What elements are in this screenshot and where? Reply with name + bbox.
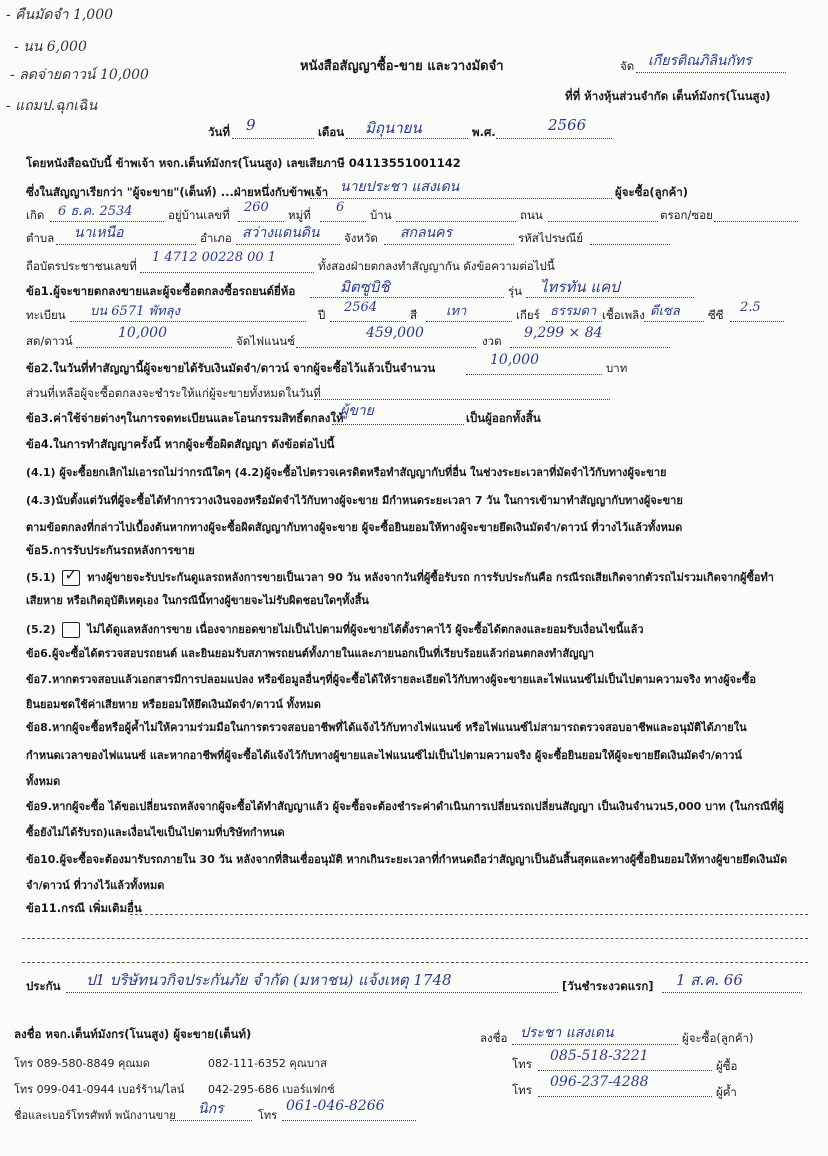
option-5-1-text: ทางผู้ขายจะรับประกันดูแลรถหลังการขายเป็นเวลา 90 วัน หลังจากวันที่ผู้ซื้อรับรถ การรับประกันคือ กรณีรถเสียเกิดจากตัวรถไม่รวมเกิดจากผู้ซื้อทำ bbox=[87, 571, 774, 584]
house-value: 260 bbox=[244, 200, 269, 215]
car-cc: 2.5 bbox=[740, 300, 761, 315]
option-5-2-num: (5.2) bbox=[26, 623, 56, 636]
made-at-label: จัด bbox=[620, 59, 635, 73]
deposit-amount: 10,000 bbox=[490, 352, 539, 368]
clause4-title: ข้อ4.ในการทำสัญญาครั้งนี้ หากผู้จะซื้อผิดสัญญา ดังข้อต่อไปนี้ bbox=[26, 437, 335, 451]
option-5-1 bbox=[26, 565, 774, 586]
tambon-value: นาเหนือ bbox=[74, 225, 124, 241]
clause7-line: ยินยอมชดใช้ค่าเสียหาย หรือยอมให้ยึดเงินมัดจำ/ดาวน์ ทั้งหมด bbox=[26, 698, 321, 711]
village-label: บ้าน bbox=[370, 208, 392, 222]
month-label: เดือน bbox=[318, 125, 345, 139]
clause9-line: ซื้อยังไม่ได้รับรถ)และเงื่อนไขเป็นไปตามที่บริษัทกำหนด bbox=[26, 826, 285, 839]
soi-label: ตรอก/ซอย bbox=[660, 208, 713, 222]
road-label: ถนน bbox=[520, 208, 543, 222]
guarantor-tel: 096-237-4288 bbox=[550, 1074, 649, 1090]
id-value: 1 4712 00228 00 1 bbox=[152, 250, 277, 265]
province-value: สกลนคร bbox=[400, 225, 453, 241]
seller-signature: ลงชื่อ หจก.เต็นท์มังกร(โนนสูง) ผู้จะขาย(เต็นท์) bbox=[14, 1027, 252, 1041]
car-fuel: ดีเซล bbox=[650, 304, 680, 319]
staff-label: ชื่อและเบอร์โทรศัพท์ พนักงานขาย bbox=[14, 1109, 176, 1122]
clause4-line: (4.1) ผู้จะซื้อยกเลิกไม่เอารถไม่ว่ากรณีใดๆ (4.2)ผู้จะซื้อไปตรวจเครดิตหรือทำสัญญากับที่อื่น ในช่วงระยะเวลาที่มัดจำไว้กับทางผู้จะขาย bbox=[26, 466, 667, 479]
day-label: วันที่ bbox=[208, 125, 230, 139]
year-label-car: ปี bbox=[318, 308, 326, 322]
place-text: ที่ที่ ห้างหุ้นส่วนจำกัด เต็นท์มังกร(โนนสูง) bbox=[565, 89, 771, 103]
margin-note: - นน 6,000 bbox=[14, 39, 87, 55]
clause10-line: ข้อ10.ผู้จะซื้อจะต้องมารับรถภายใน 30 วัน หลังจากที่สินเชื่ออนุมัติ หากเกินระยะเวลาที่กำหนดถือว่าสัญญาเป็นอันสิ้นสุดและทางผู้ซื้อยินยอมให้ทางผู้ขายยึดเงินมัด bbox=[26, 853, 788, 866]
buyer-tel: 085-518-3221 bbox=[550, 1048, 649, 1064]
tambon-label: ตำบล bbox=[26, 231, 55, 245]
car-model: ไทรทัน แคป bbox=[540, 278, 620, 296]
color-label: สี bbox=[410, 308, 418, 322]
margin-note: - ลดจ่ายดาวน์ 10,000 bbox=[10, 67, 149, 83]
year-value: 2566 bbox=[548, 116, 587, 134]
clause1-label: ข้อ1.ผู้จะขายตกลงขายและผู้จะซื้อตกลงซื้อรถยนต์ยี่ห้อ bbox=[26, 284, 296, 298]
clause3-suffix: เป็นผู้ออกทั้งสิ้น bbox=[466, 411, 541, 425]
margin-note: - คืนมัดจำ 1,000 bbox=[6, 7, 114, 23]
car-gear: ธรรมดา bbox=[550, 304, 597, 319]
birth-label: เกิด bbox=[26, 208, 45, 222]
car-brand: มิตซูบิชิ bbox=[340, 278, 390, 296]
clause3-text: ข้อ3.ค่าใช้จ่ายต่างๆในการจดทะเบียนและโอนกรรมสิทธิ์ตกลงให้ bbox=[26, 411, 344, 425]
down-label: สด/ดาวน์ bbox=[26, 334, 73, 348]
margin-note: - แถมป.ฉุกเฉิน bbox=[6, 98, 98, 114]
intro-text: โดยหนังสือฉบับนี้ ข้าพเจ้า หจก.เต็นท์มังกร(โนนสูง) เลขเสียภาษี 04113551001142 bbox=[26, 156, 461, 170]
option-5-2-checkbox[interactable] bbox=[62, 622, 80, 638]
buyer-name: นายประชา แสงเดน bbox=[340, 179, 460, 195]
clause3-who: ผู้ขาย bbox=[340, 403, 374, 419]
guarantor-tel-label: โทร bbox=[512, 1083, 532, 1097]
car-color: เทา bbox=[446, 304, 467, 319]
clause2-rest: ส่วนที่เหลือผู้จะซื้อตกลงจะชำระให้แก่ผู้จะขายทั้งหมดในวันที่ bbox=[26, 386, 321, 400]
finance-value: 459,000 bbox=[366, 325, 424, 341]
house-label: อยู่บ้านเลขที่ bbox=[168, 208, 230, 222]
clause7-line: ข้อ7.หากตรวจสอบแล้วเอกสารมีการปลอมแปลง หรือข้อมูลอื่นๆที่ผู้จะซื้อได้ให้รายละเอียดไว้กับทางผู้จะขายและไฟแนนซ์ไม่เป็นไปตามความจริง ทางผู้จะซื้อ bbox=[26, 673, 756, 686]
clause8-line: ทั้งหมด bbox=[26, 775, 61, 788]
year-label: พ.ศ. bbox=[472, 125, 496, 139]
staff-name: นิกร bbox=[198, 1101, 224, 1117]
staff-tel-label: โทร bbox=[258, 1109, 278, 1122]
car-plate: บน 6571 พัทลุง bbox=[90, 304, 180, 319]
buyer-role: ผู้จะซื้อ(ลูกค้า) bbox=[615, 185, 689, 199]
clause9-line: ข้อ9.หากผู้จะซื้อ ได้ขอเปลี่ยนรถหลังจากผู้จะซื้อได้ทำสัญญาแล้ว ผู้จะซื้อจะต้องชำระค่าดำเนินการเปลี่ยนรถเปลี่ยนสัญญา เป็นเงินจำนวน5,000 บาท (ในกรณีที่ผู้ bbox=[26, 800, 784, 813]
buyer-tel-label: โทร bbox=[512, 1057, 532, 1071]
fuel-label: เชื้อเพลิง bbox=[602, 308, 645, 322]
plate-label: ทะเบียน bbox=[26, 308, 66, 322]
first-payment-value: 1 ส.ค. 66 bbox=[676, 971, 743, 989]
option-5-1-checkbox[interactable] bbox=[62, 565, 80, 586]
cc-label: ซีซี bbox=[708, 308, 724, 322]
clause4-line: (4.3)นับตั้งแต่วันที่ผู้จะซื้อได้ทำการวางเงินจองหรือมัดจำไว้กับทางผู้จะขาย มีกำหนดระยะเวลา 7 วัน ในการเข้ามาทำสัญญากับทางผู้จะขาย bbox=[26, 494, 683, 507]
first-payment-label: [วันชำระงวดแรก] bbox=[562, 979, 654, 993]
buyer-sign-role: ผู้จะซื้อ(ลูกค้า) bbox=[682, 1031, 754, 1045]
id-label: ถือบัตรประชาชนเลขที่ bbox=[26, 259, 137, 273]
installment-label: งวด bbox=[482, 334, 502, 348]
checkmark-icon: ✓ bbox=[64, 565, 78, 584]
buyer-sign-label: ลงชื่อ bbox=[480, 1031, 508, 1045]
guarantor-tel-role: ผู้ค้ำ bbox=[716, 1085, 737, 1099]
buyer-intro-label: ซึ่งในสัญญาเรียกว่า "ผู้จะขาย"(เต็นท์) ...ฝ่ายหนึ่งกับข้าพเจ้า bbox=[26, 185, 329, 199]
insurance-value: ป1 บริษัทนวกิจประกันภัย จำกัด (มหาชน) แจ้งเหตุ 1748 bbox=[86, 971, 452, 989]
buyer-signature: ประชา แสงเดน bbox=[520, 1025, 614, 1041]
clause4-line: ตามข้อตกลงที่กล่าวไปเบื้องต้นหากทางผู้จะซื้อผิดสัญญากับทางผู้จะขาย ผู้จะซื้อยินยอมให้ทางผู้จะขายยึดเงินมัดจำ/ดาวน์ ที่วางไว้แล้วทั้งหมด bbox=[26, 521, 683, 534]
birth-value: 6 ธ.ค. 2534 bbox=[58, 204, 133, 219]
buyer-tel-role: ผู้ซื้อ bbox=[716, 1059, 738, 1073]
clause5-title: ข้อ5.การรับประกันรถหลังการขาย bbox=[26, 543, 195, 557]
day-value: 9 bbox=[246, 116, 256, 134]
seller-phone: 042-295-686 เบอร์แฟกซ์ bbox=[208, 1083, 335, 1096]
postal-label: รหัสไปรษณีย์ bbox=[518, 231, 584, 245]
seller-phone: 082-111-6352 คุณบาส bbox=[208, 1057, 327, 1070]
province-label: จังหวัด bbox=[344, 231, 378, 245]
clause11-label: ข้อ11.กรณี เพิ่มเติมอื่น bbox=[26, 901, 142, 915]
clause6-text: ข้อ6.ผู้จะซื้อได้ตรวจสอบรถยนต์ และยินยอมรับสภาพรถยนต์ทั้งภายในและภายนอกเป็นที่เรียบร้อยแล้วก่อนตกลงทำสัญญา bbox=[26, 647, 595, 660]
option-5-1-num: (5.1) bbox=[26, 571, 56, 584]
clause8-line: ข้อ8.หากผู้จะซื้อหรือผู้ค้ำไม่ให้ความร่วมมือในการตรวจสอบอาชีพที่ได้แจ้งไว้กับทางไฟแนนซ์ หรือไฟแนนซ์ไม่สามารถตรวจสอบอาชีพและอนุมัติได้ภายใน bbox=[26, 721, 747, 734]
clause8-line: กำหนดเวลาของไฟแนนซ์ และหากอาชีพที่ผู้จะซื้อได้แจ้งไว้กับทางผู้ขายและไฟแนนซ์ไม่เป็นไปตามความจริง ผู้จะซื้อยินยอมให้ผู้จะขายยึดเงินมัดจำ/ดาวน์ bbox=[26, 749, 742, 762]
model-label: รุ่น bbox=[508, 284, 523, 298]
clause10-line: จำ/ดาวน์ ที่วางไว้แล้วทั้งหมด bbox=[26, 879, 165, 892]
amphoe-label: อำเภอ bbox=[200, 231, 232, 245]
month-value: มิถุนายน bbox=[365, 119, 422, 137]
option-5-2 bbox=[26, 620, 644, 638]
id-suffix: ทั้งสองฝ่ายตกลงทำสัญญากัน ดังข้อความต่อไปนี้ bbox=[318, 259, 555, 273]
staff-tel: 061-046-8266 bbox=[286, 1098, 385, 1114]
seller-phone: โทร 089-580-8849 คุณมด bbox=[14, 1057, 150, 1070]
made-at-value: เกียรติณภิลินกัทร bbox=[648, 53, 752, 69]
deposit-unit: บาท bbox=[606, 361, 628, 375]
document-title: หนังสือสัญญาซื้อ-ขาย และวางมัดจำ bbox=[300, 59, 504, 74]
insurance-label: ประกัน bbox=[26, 979, 61, 993]
moo-value: 6 bbox=[336, 200, 345, 215]
option-5-1-cont: เสียหาย หรือเกิดอุบัติเหตุเอง ในกรณีนี้ทางผู้ขายจะไม่รับผิดชอบใดๆทั้งสิ้น bbox=[26, 594, 369, 607]
gear-label: เกียร์ bbox=[516, 308, 540, 322]
clause2-text: ข้อ2.ในวันที่ทำสัญญานี้ผู้จะขายได้รับเงินมัดจำ/ดาวน์ จากผู้จะซื้อไว้แล้วเป็นจำนวน bbox=[26, 361, 436, 375]
seller-phone: โทร 099-041-0944 เบอร์ร้าน/ไลน์ bbox=[14, 1083, 185, 1096]
amphoe-value: สว่างแดนดิน bbox=[242, 225, 320, 241]
down-value: 10,000 bbox=[118, 325, 167, 341]
moo-label: หมู่ที่ bbox=[288, 208, 311, 222]
option-5-2-text: ไม่ได้ดูแลหลังการขาย เนื่องจากยอดขายไม่เป็นไปตามที่ผู้จะขายได้ตั้งราคาไว้ ผู้จะซื้อได้ตกลงและยอมรับเงื่อนไขนี้แล้ว bbox=[87, 623, 644, 636]
car-year: 2564 bbox=[344, 300, 378, 315]
finance-label: จัดไฟแนนซ์ bbox=[236, 334, 296, 348]
installment-value: 9,299 × 84 bbox=[524, 325, 603, 341]
